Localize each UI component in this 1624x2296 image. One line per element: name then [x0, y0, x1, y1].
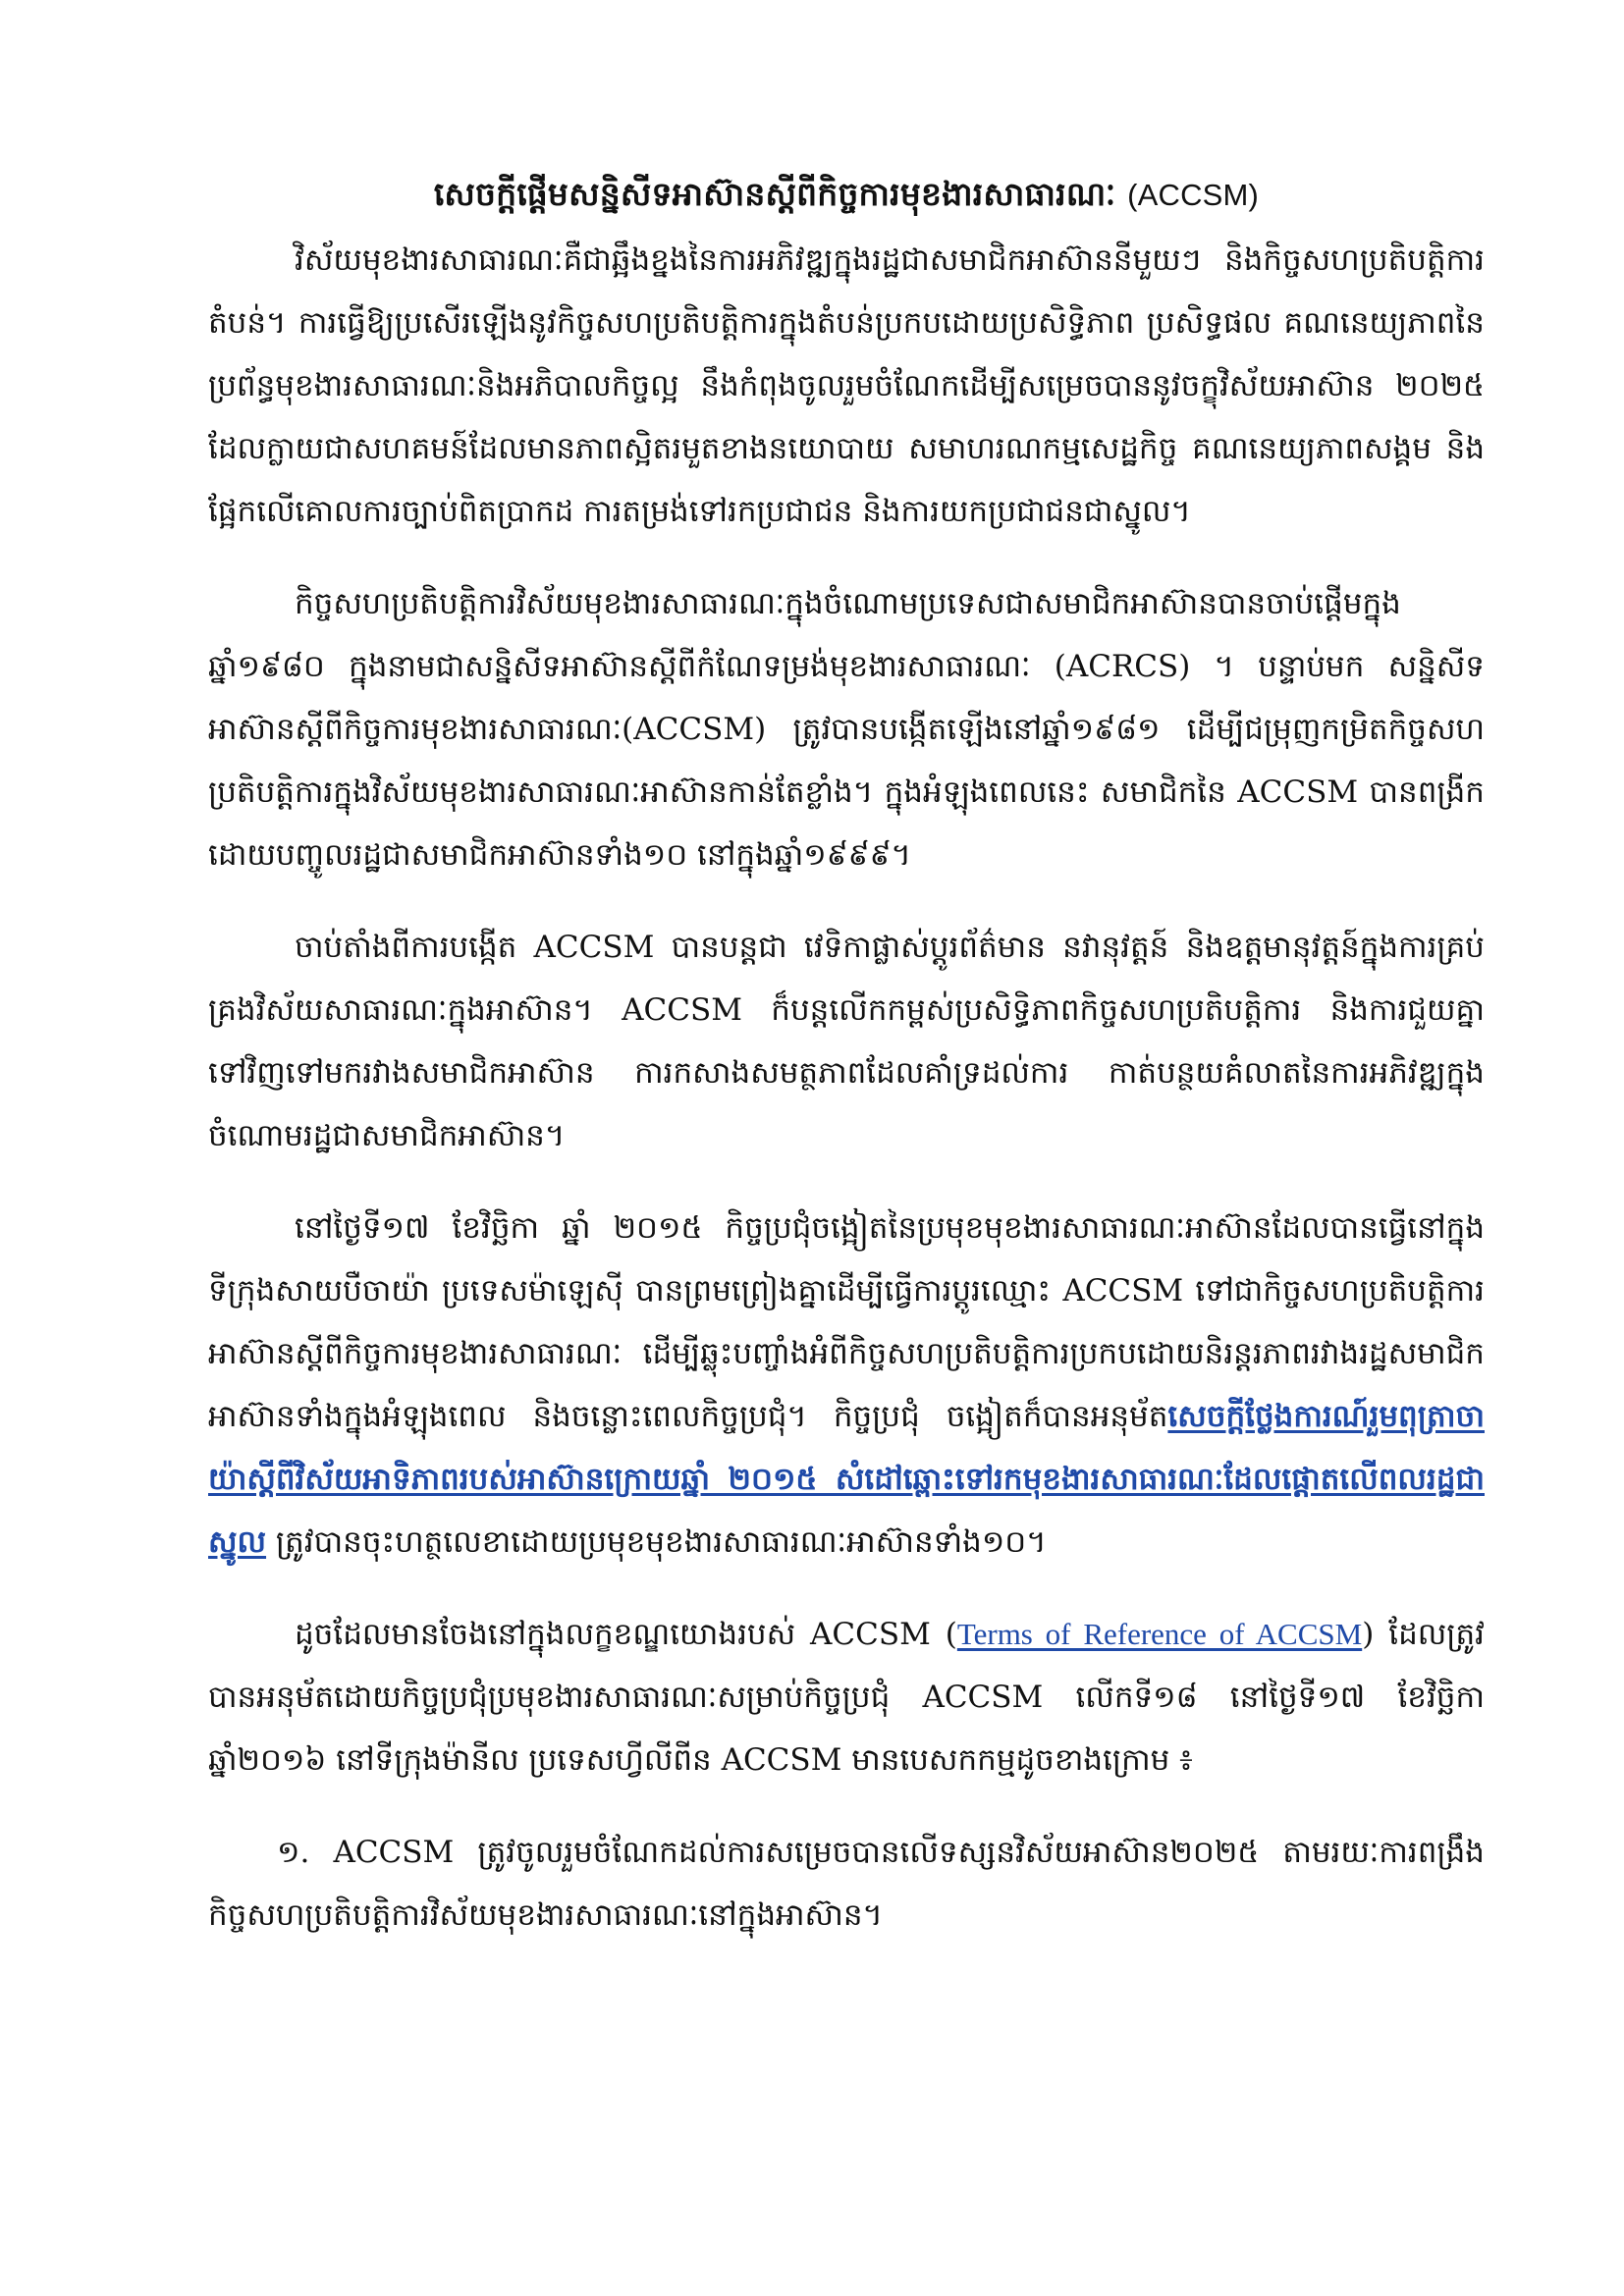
title-khmer: សេចក្តីផ្តើមសន្និសីទអាស៊ានស្តីពីកិច្ចការមុខងារសាធារណៈ	[433, 175, 1116, 213]
paragraph-tor-text-after: ) ដែលត្រូវបានអនុម័តដោយកិច្ចប្រជុំប្រមុខងារសាធារណៈសម្រាប់កិច្ចប្រជុំ ACCSM លើកទី១៨ នៅថ្ងៃទី១៧ ខែវិច្ឆិកា ឆ្នាំ២០១៦ នៅទីក្រុងម៉ានីល ប្រទេសហ្វីលីពីន ACCSM មានបេសកកម្មដូចខាងក្រោម ៖	[208, 1617, 1486, 1778]
paragraph-platform: ចាប់តាំងពីការបង្កើត ACCSM បានបន្តជា វេទិកាផ្លាស់ប្តូរព័ត៌មាន នវានុវត្តន៍ និងឧត្តមានុវត្តន៍ក្នុងការគ្រប់គ្រងវិស័យសាធារណៈក្នុងអាស៊ាន។ ACCSM ក៏បន្តលើកកម្ពស់ប្រសិទ្ធិភាពកិច្ចសហប្រតិបត្តិការ និងការជួយគ្នាទៅវិញទៅមករវាងសមាជិកអាស៊ាន ការកសាងសមត្ថភាពដែលគាំទ្រដល់ការ កាត់បន្ថយគំលាតនៃការអភិវឌ្ឍក្នុងចំណោមរដ្ឋជាសមាជិកអាស៊ាន។	[208, 930, 1485, 1153]
paragraph-civil-service-backbone: វិស័យមុខងារសាធារណៈគឺជាឆ្អឹងខ្នងនៃការអភិវឌ្ឍក្នុងរដ្ឋជាសមាជិកអាស៊ាននីមួយៗ និងកិច្ចសហប្រតិបត្តិការតំបន់។ ការធ្វើឱ្យប្រសើរឡើងនូវកិច្ចសហប្រតិបត្តិការក្នុងតំបន់ប្រកបដោយប្រសិទ្ធិភាព ប្រសិទ្ធផល គណនេយ្យភាពនៃប្រព័ន្ធមុខងារសាធារណៈនិងអភិបាលកិច្ចល្អ នឹងកំពុងចូលរួមចំណែកដើម្បីសម្រេចបាននូវចក្ខុវិស័យអាស៊ាន ២០២៥ ដែលក្លាយជាសហគមន៍ដែលមានភាពស្អិតរមួតខាងនយោបាយ សមាហរណកម្មសេដ្ឋកិច្ច គណនេយ្យភាពសង្គម និងផ្អែកលើគោលការច្បាប់ពិតប្រាកដ ការតម្រង់ទៅរកប្រជាជន និងការយកប្រជាជនជាស្នូល។	[208, 242, 1485, 529]
document-body	[208, 169, 1485, 1947]
document-title	[208, 169, 1485, 221]
paragraph-renaming-text: នៅថ្ងៃទី១៧ ខែវិច្ឆិកា ឆ្នាំ ២០១៥ កិច្ចប្រជុំចង្អៀតនៃប្រមុខមុខងារសាធារណៈអាស៊ានដែលបានធ្វើនៅក្នុងទីក្រុងសាយបឺចាយ៉ា ប្រទេសម៉ាឡេស៊ី បានព្រមព្រៀងគ្នាដើម្បីធ្វើការប្តូរឈ្មោះ ACCSM ទៅជាកិច្ចសហប្រតិបត្តិការអាស៊ានស្តីពីកិច្ចការមុខងារសាធារណៈ ដើម្បីឆ្លុះបញ្ចាំងអំពីកិច្ចសហប្រតិបត្តិការប្រកបដោយនិរន្តរភាពរវាងរដ្ឋសមាជិកអាស៊ានទាំងក្នុងអំឡុងពេល និងចន្លោះពេលកិច្ចប្រជុំ។ កិច្ចប្រជុំ ចង្អៀតក៏បានអនុម័ត	[208, 1210, 1485, 1434]
paragraph-tor-text: ដូចដែលមានចែងនៅក្នុងលក្ខខណ្ឌយោងរបស់ ACCSM (	[295, 1617, 957, 1652]
paragraph-history: កិច្ចសហប្រតិបត្តិការវិស័យមុខងារសាធារណៈក្នុងចំណោមប្រទេសជាសមាជិកអាស៊ានបានចាប់ផ្តើមក្នុងឆ្នាំ១៩៨០ ក្នុងនាមជាសន្និសីទអាស៊ានស្តីពីកំណែទម្រង់មុខងារសាធារណៈ (ACRCS) ។ បន្ទាប់មក សន្និសីទអាស៊ានស្តីពីកិច្ចការមុខងារសាធារណៈ(ACCSM) ត្រូវបានបង្កើតឡើងនៅឆ្នាំ១៩៨១ ដើម្បីជម្រុញកម្រិតកិច្ចសហប្រតិបត្តិការក្នុងវិស័យមុខងារសាធារណៈអាស៊ានកាន់តែខ្លាំង។ ក្នុងអំឡុងពេលនេះ សមាជិកនៃ ACCSM បានពង្រីកដោយបញ្ចូលរដ្ឋជាសមាជិកអាស៊ានទាំង១០ នៅក្នុងឆ្នាំ១៩៩៩។	[208, 586, 1485, 873]
list-item-text: ACCSM ត្រូវចូលរួមចំណែកដល់ការសម្រេចបានលើទស្សនវិស័យអាស៊ាន២០២៥ តាមរយៈការពង្រឹងកិច្ចសហប្រតិបត្តិការវិស័យមុខងារសាធារណៈនៅក្នុងអាស៊ាន។	[208, 1835, 1485, 1933]
paragraph-terms-of-reference	[208, 1603, 1485, 1791]
terms-of-reference-link[interactable]: Terms of Reference of ACCSM	[956, 1617, 1363, 1651]
paragraph-renaming-text-after: ត្រូវបានចុះហត្ថលេខាដោយប្រមុខមុខងារសាធារណៈអាស៊ានទាំង១០។	[266, 1524, 1047, 1560]
list-item-number: ១.	[277, 1835, 310, 1870]
mission-list-item	[208, 1821, 1485, 1947]
putrajaya-joint-statement-link[interactable]: សេចក្តីថ្លែងការណ៍រួមពុត្រាចាយ៉ាស្តីពីវិស័យអាទិភាពរបស់អាស៊ានក្រោយឆ្នាំ ២០១៥ សំដៅឆ្ពោះទៅរកមុខងារសាធារណៈដែលផ្តោតលើពលរដ្ឋជាស្នូល	[208, 1399, 1485, 1560]
paragraph-renaming	[208, 1197, 1485, 1574]
title-abbreviation: (ACCSM)	[1127, 178, 1260, 212]
